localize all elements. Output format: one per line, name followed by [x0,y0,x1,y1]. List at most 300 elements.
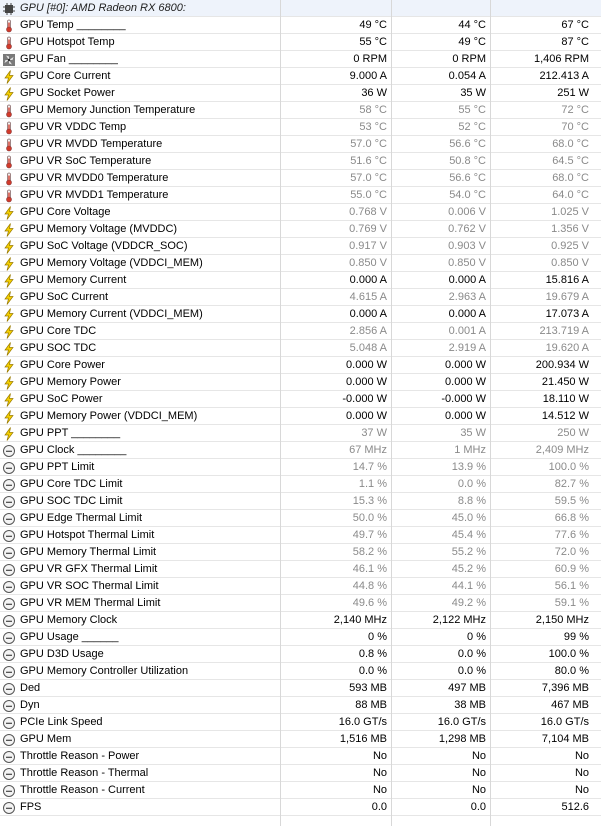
sensor-name-cell [2,646,104,663]
sensor-name-cell [2,697,40,714]
max-value: 467 MB [551,699,589,711]
lightning-icon [2,325,16,339]
sensor-name-cell [2,34,115,51]
min-value: 2,122 MHz [432,614,486,626]
current-value: 9.000 A [349,70,387,82]
min-value: 54.0 °C [449,189,486,201]
sensor-name-cell [2,323,96,340]
sensor-name-cell [2,680,40,697]
max-value: 64.5 °C [552,155,589,167]
max-value: No [574,767,589,779]
sensor-row-gpu-vr-gfx-thermal-limit[interactable] [0,561,601,578]
sensor-row-gpu-vr-vddc-temp[interactable] [0,119,601,136]
sensor-label: Throttle Reason - Power [20,750,140,762]
max-value: 68.0 °C [552,138,589,150]
sensor-row-gpu-hotspot-temp[interactable] [0,34,601,51]
sensor-row-dyn[interactable] [0,697,601,714]
thermometer-icon [2,189,16,203]
max-value: 15.816 A [545,274,589,286]
sensor-name-cell [2,663,188,680]
lightning-icon [2,291,16,305]
max-value: 0.850 V [551,257,589,269]
fan-icon [2,53,16,67]
current-value: 49 °C [359,19,387,31]
min-value: 45.4 % [451,529,486,541]
min-value: 0.0 [470,801,486,813]
sensor-name-cell [2,119,126,136]
sensor-name-cell [2,544,156,561]
min-value: 50.8 °C [449,155,486,167]
min-value: 55 °C [458,104,486,116]
max-value: No [574,784,589,796]
current-value: 57.0 °C [350,138,387,150]
sensor-row-throttle-reason-current[interactable] [0,782,601,799]
sensor-name-cell [2,459,94,476]
current-value: 36 W [361,87,387,99]
sensor-label: GPU VR SoC Temperature [20,155,152,167]
current-value: 44.8 % [352,580,387,592]
sensor-row-fps[interactable] [0,799,601,816]
current-value: 0 % [368,631,387,643]
max-value: 16.0 GT/s [540,716,589,728]
max-value: 14.512 W [541,410,589,422]
max-value: 80.0 % [554,665,589,677]
sensor-row-gpu-memory-current[interactable] [0,272,601,289]
max-value: 77.6 % [554,529,589,541]
sensor-row-ded[interactable] [0,680,601,697]
sensor-row-gpu-memory-current-vddci-mem[interactable] [0,306,601,323]
clock-icon [2,784,16,798]
sensor-row-gpu-vr-mvdd-temperature[interactable] [0,136,601,153]
current-value: 58 °C [359,104,387,116]
sensor-row-gpu-vr-soc-thermal-limit[interactable] [0,578,601,595]
sensor-name-cell [2,153,151,170]
min-value: -0.000 W [441,393,486,405]
min-value: 35 W [460,427,486,439]
min-value: 0.0 % [457,478,486,490]
lightning-icon [2,342,16,356]
sensor-label: GPU SoC Current [20,291,109,303]
thermometer-icon [2,121,16,135]
clock-icon [2,665,16,679]
lightning-icon [2,376,16,390]
lightning-icon [2,410,16,424]
min-value: 44 °C [458,19,486,31]
sensor-row-gpu-soc-power[interactable] [0,391,601,408]
min-value: 0.001 A [448,325,486,337]
sensor-name-cell [2,799,41,816]
current-value: 0 RPM [353,53,387,65]
sensor-label: GPU Usage ______ [20,631,119,643]
current-value: 50.0 % [352,512,387,524]
sensor-row-gpu-memory-junction-temperature[interactable] [0,102,601,119]
sensor-label: Ded [20,682,41,694]
sensor-label: GPU VR GFX Thermal Limit [20,563,158,575]
sensor-row-gpu-clock[interactable] [0,442,601,459]
max-value: 17.073 A [545,308,589,320]
current-value: 46.1 % [352,563,387,575]
sensor-label: GPU Memory Controller Utilization [20,665,189,677]
min-value: 2.963 A [448,291,486,303]
sensor-label: GPU Hotspot Thermal Limit [20,529,155,541]
sensor-label: GPU Socket Power [20,87,115,99]
current-value: 0.769 V [349,223,387,235]
sensor-label: GPU Memory Current (VDDCI_MEM) [20,308,203,320]
max-value: 18.110 W [542,393,589,405]
min-value: 45.0 % [451,512,486,524]
current-value: 51.6 °C [350,155,387,167]
group-header[interactable] [0,0,601,17]
current-value: 88 MB [355,699,387,711]
sensor-name-cell [2,170,168,187]
clock-icon [2,767,16,781]
max-value: 21.450 W [541,376,589,388]
min-value: 1 MHz [454,444,486,456]
sensor-name-cell [2,391,103,408]
sensor-label: PCIe Link Speed [20,716,103,728]
min-value: No [471,767,486,779]
max-value: 72.0 % [554,546,589,558]
sensor-row-gpu-memory-voltage-vddci-mem[interactable] [0,255,601,272]
current-value: 0.000 A [349,308,387,320]
clock-icon [2,750,16,764]
clock-icon [2,648,16,662]
group-header-name [2,0,186,17]
thermometer-icon [2,36,16,50]
max-value: 0.925 V [551,240,589,252]
max-value: 100.0 % [548,648,589,660]
sensor-label: GPU VR SOC Thermal Limit [20,580,159,592]
sensor-label: GPU PPT Limit [20,461,95,473]
min-value: 2.919 A [448,342,486,354]
sensor-row-gpu-soc-tdc[interactable] [0,340,601,357]
sensor-row-gpu-core-power[interactable] [0,357,601,374]
max-value: 67 °C [561,19,589,31]
current-value: 0.000 A [349,274,387,286]
sensor-row-gpu-fan[interactable] [0,51,601,68]
sensor-row-throttle-reason-thermal[interactable] [0,765,601,782]
sensor-label: GPU SoC Power [20,393,103,405]
sensor-label: GPU Mem [20,733,72,745]
min-value: 0.903 V [448,240,486,252]
chip-icon [2,699,16,713]
max-value: 59.5 % [554,495,589,507]
sensor-name-cell [2,357,105,374]
min-value: 0.054 A [448,70,486,82]
min-value: 0.000 A [448,274,486,286]
thermometer-icon [2,19,16,33]
clock-icon [2,461,16,475]
sensor-label: GPU Core Voltage [20,206,111,218]
min-value: 0 RPM [452,53,486,65]
sensor-label: GPU Memory Power [20,376,121,388]
sensor-row-gpu-socket-power[interactable] [0,85,601,102]
clock-icon [2,563,16,577]
sensor-label: GPU VR MEM Thermal Limit [20,597,161,609]
min-value: 8.8 % [457,495,486,507]
sensor-name-cell [2,204,111,221]
chip-icon [2,682,16,696]
sensor-name-cell [2,629,118,646]
min-value: 1,298 MB [438,733,486,745]
clock-icon [2,529,16,543]
sensor-name-cell [2,442,126,459]
lightning-icon [2,70,16,84]
group-title: GPU [#0]: AMD Radeon RX 6800: [20,2,186,14]
min-value: 49 °C [458,36,486,48]
min-value: 35 W [460,87,486,99]
sensor-row-gpu-memory-controller-utilization[interactable] [0,663,601,680]
max-value: 72 °C [561,104,589,116]
sensor-row-gpu-core-voltage[interactable] [0,204,601,221]
min-value: 0.000 W [445,410,486,422]
sensor-row-gpu-edge-thermal-limit[interactable] [0,510,601,527]
sensor-row-gpu-memory-power-vddci-mem[interactable] [0,408,601,425]
sensor-name-cell [2,238,188,255]
sensor-name-cell [2,510,142,527]
sensor-row-gpu-soc-tdc-limit[interactable] [0,493,601,510]
current-value: 15.3 % [352,495,387,507]
min-value: 13.9 % [451,461,486,473]
sensor-label: GPU Memory Voltage (VDDCI_MEM) [20,257,203,269]
sensor-label: GPU SOC TDC Limit [20,495,123,507]
sensor-label: GPU Core TDC Limit [20,478,123,490]
sensor-label: FPS [20,801,42,813]
sensor-name-cell [2,748,139,765]
min-value: 49.2 % [451,597,486,609]
current-value: -0.000 W [342,393,387,405]
sensor-name-cell [2,17,126,34]
sensor-label: GPU SOC TDC [20,342,97,354]
chip-icon [2,2,16,16]
clock-icon [2,631,16,645]
max-value: 1.025 V [551,206,589,218]
sensor-row-gpu-soc-voltage-vddcr-soc[interactable] [0,238,601,255]
min-value: 0.762 V [448,223,486,235]
sensor-name-cell [2,306,203,323]
current-value: No [372,784,387,796]
sensor-row-gpu-core-tdc[interactable] [0,323,601,340]
sensor-label: GPU VR VDDC Temp [20,121,127,133]
sensor-label: GPU VR MVDD0 Temperature [20,172,169,184]
sensor-label: Throttle Reason - Current [20,784,145,796]
max-value: 60.9 % [554,563,589,575]
sensor-row-gpu-core-tdc-limit[interactable] [0,476,601,493]
sensor-row-gpu-vr-mvdd0-temperature[interactable] [0,170,601,187]
sensor-row-throttle-reason-power[interactable] [0,748,601,765]
sensor-row-gpu-ppt-limit[interactable] [0,459,601,476]
current-value: 0.000 W [346,410,387,422]
sensor-row-gpu-temp[interactable] [0,17,601,34]
sensor-name-cell [2,476,122,493]
lightning-icon [2,206,16,220]
lightning-icon [2,308,16,322]
max-value: 99 % [563,631,589,643]
sensor-label: GPU VR MVDD1 Temperature [20,189,169,201]
clock-icon [2,597,16,611]
sensor-name-cell [2,578,159,595]
sensor-name-cell [2,425,120,442]
sensor-row-gpu-vr-mem-thermal-limit[interactable] [0,595,601,612]
min-value: 497 MB [448,682,486,694]
sensor-label: GPU Memory Voltage (MVDDC) [20,223,178,235]
sensor-label: GPU Memory Junction Temperature [20,104,196,116]
current-value: 55.0 °C [350,189,387,201]
max-value: 59.1 % [554,597,589,609]
sensor-name-cell [2,51,118,68]
current-value: 5.048 A [349,342,387,354]
sensor-label: GPU VR MVDD Temperature [20,138,163,150]
sensor-name-cell [2,340,96,357]
max-value: 87 °C [561,36,589,48]
current-value: 0.000 W [346,359,387,371]
min-value: 52 °C [458,121,486,133]
lightning-icon [2,359,16,373]
max-value: 66.8 % [554,512,589,524]
column-divider [391,0,392,826]
sensor-row-gpu-ppt[interactable] [0,425,601,442]
lightning-icon [2,240,16,254]
sensor-row-gpu-d3d-usage[interactable] [0,646,601,663]
sensor-name-cell [2,731,71,748]
max-value: 70 °C [561,121,589,133]
current-value: 53 °C [359,121,387,133]
sensor-label: Dyn [20,699,40,711]
sensor-name-cell [2,289,108,306]
min-value: 56.6 °C [449,138,486,150]
max-value: 19.679 A [545,291,589,303]
sensor-label: GPU PPT ________ [20,427,121,439]
sensor-name-cell [2,68,110,85]
sensor-row-gpu-mem[interactable] [0,731,601,748]
sensor-name-cell [2,136,162,153]
sensor-row-gpu-memory-clock[interactable] [0,612,601,629]
sensor-label: GPU Memory Power (VDDCI_MEM) [20,410,198,422]
max-value: 212.413 A [539,70,589,82]
thermometer-icon [2,172,16,186]
sensor-name-cell [2,187,168,204]
current-value: 37 W [361,427,387,439]
current-value: 55 °C [359,36,387,48]
sensor-row-gpu-hotspot-thermal-limit[interactable] [0,527,601,544]
sensor-label: GPU Memory Clock [20,614,118,626]
sensor-row-gpu-soc-current[interactable] [0,289,601,306]
current-value: 49.6 % [352,597,387,609]
sensor-label: GPU Clock ________ [20,444,127,456]
sensor-label: Throttle Reason - Thermal [20,767,149,779]
max-value: 1,406 RPM [533,53,589,65]
sensor-row-gpu-memory-thermal-limit[interactable] [0,544,601,561]
thermometer-icon [2,138,16,152]
min-value: 16.0 GT/s [437,716,486,728]
sensor-label: GPU Core Current [20,70,111,82]
max-value: 2,150 MHz [535,614,589,626]
sensor-label: GPU Core TDC [20,325,97,337]
sensor-label: GPU D3D Usage [20,648,104,660]
min-value: 0.006 V [448,206,486,218]
min-value: 0.0 % [457,665,486,677]
max-value: No [574,750,589,762]
current-value: 67 MHz [349,444,387,456]
lightning-icon [2,257,16,271]
clock-icon [2,546,16,560]
max-value: 7,104 MB [541,733,589,745]
sensor-label: GPU Memory Thermal Limit [20,546,157,558]
min-value: 0.0 % [457,648,486,660]
max-value: 2,409 MHz [535,444,589,456]
min-value: 0 % [467,631,486,643]
clock-icon [2,495,16,509]
max-value: 251 W [557,87,589,99]
lightning-icon [2,87,16,101]
sensor-label: GPU Temp ________ [20,19,126,31]
sensor-name-cell [2,561,157,578]
sensor-row-gpu-core-current[interactable] [0,68,601,85]
current-value: 0.768 V [349,206,387,218]
current-value: No [372,767,387,779]
current-value: 0.8 % [358,648,387,660]
thermometer-icon [2,104,16,118]
max-value: 68.0 °C [552,172,589,184]
sensor-name-cell [2,272,126,289]
sensor-name-cell [2,527,154,544]
current-value: 1.1 % [358,478,387,490]
max-value: 56.1 % [554,580,589,592]
sensor-row-gpu-memory-power[interactable] [0,374,601,391]
sensor-row-gpu-vr-soc-temperature[interactable] [0,153,601,170]
max-value: 19.620 A [545,342,589,354]
current-value: 58.2 % [352,546,387,558]
lightning-icon [2,274,16,288]
clock-icon [2,614,16,628]
min-value: No [471,784,486,796]
min-value: 0.000 A [448,308,486,320]
sensor-name-cell [2,612,117,629]
current-value: 2,140 MHz [333,614,387,626]
sensor-name-cell [2,782,145,799]
sensor-row-gpu-memory-voltage-mvddc[interactable] [0,221,601,238]
current-value: 16.0 GT/s [338,716,387,728]
lightning-icon [2,393,16,407]
current-value: 0.0 [371,801,387,813]
sensor-name-cell [2,255,203,272]
sensor-label: GPU SoC Voltage (VDDCR_SOC) [20,240,188,252]
sensor-name-cell [2,408,197,425]
sensor-row-gpu-vr-mvdd1-temperature[interactable] [0,187,601,204]
sensor-label: GPU Memory Current [20,274,127,286]
sensor-row-pcie-link-speed[interactable] [0,714,601,731]
min-value: 38 MB [454,699,486,711]
sensor-label: GPU Hotspot Temp [20,36,115,48]
clock-icon [2,478,16,492]
max-value: 7,396 MB [541,682,589,694]
lightning-icon [2,427,16,441]
current-value: 593 MB [349,682,387,694]
sensor-label: GPU Edge Thermal Limit [20,512,143,524]
sensor-name-cell [2,595,160,612]
thermometer-icon [2,155,16,169]
sensor-row-gpu-usage[interactable] [0,629,601,646]
clock-icon [2,444,16,458]
min-value: 56.6 °C [449,172,486,184]
min-value: No [471,750,486,762]
sensor-rows [0,17,601,816]
sensor-name-cell [2,85,115,102]
current-value: 14.7 % [352,461,387,473]
column-divider [490,0,491,826]
current-value: 0.000 W [346,376,387,388]
sensor-name-cell [2,493,122,510]
